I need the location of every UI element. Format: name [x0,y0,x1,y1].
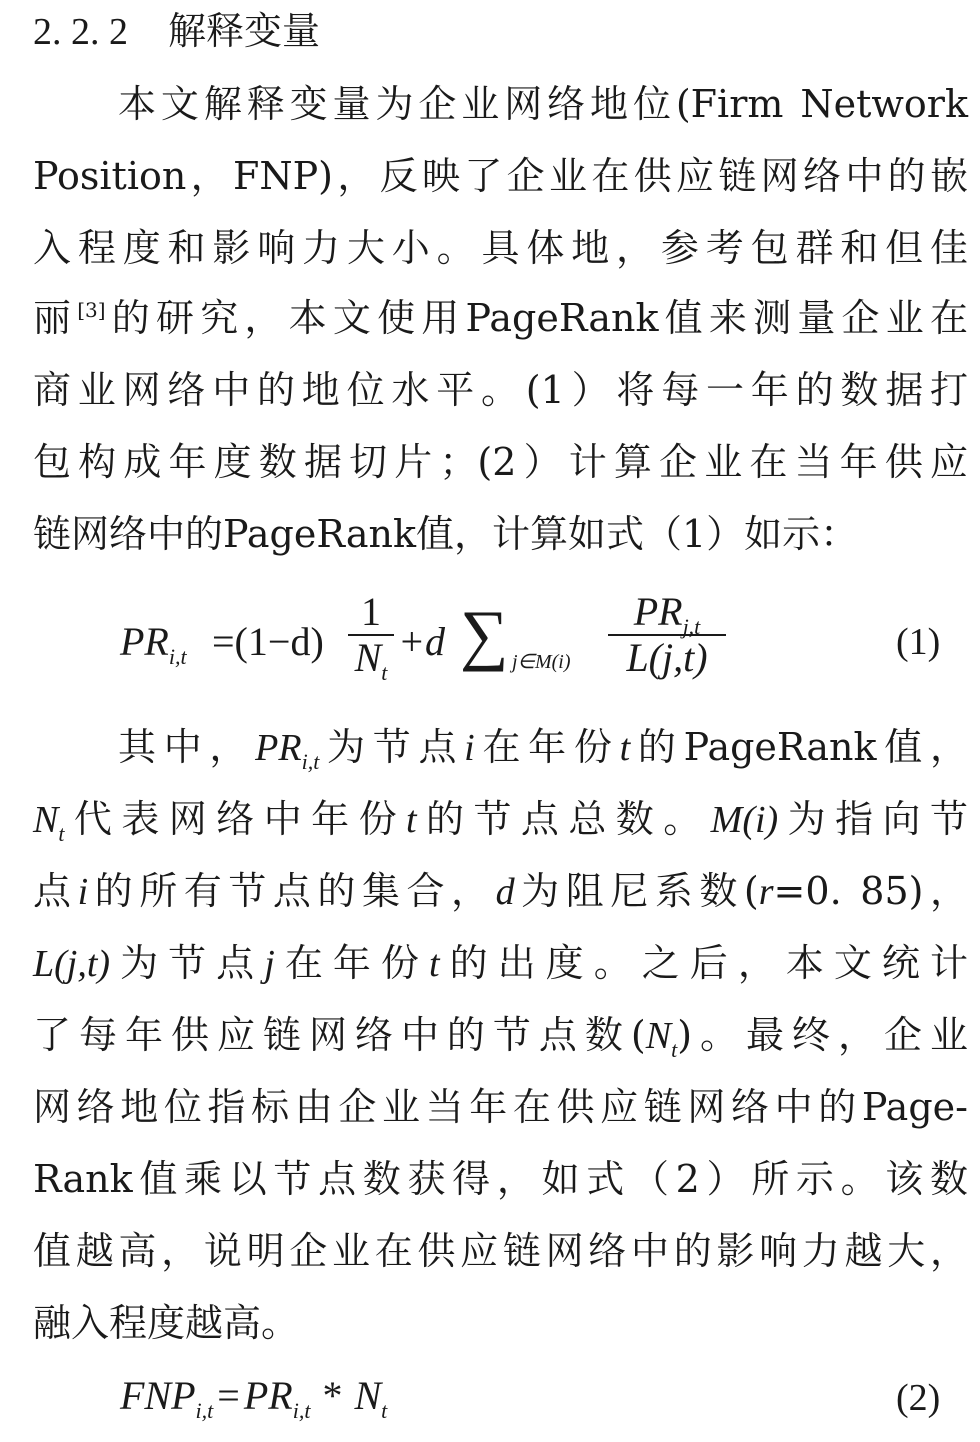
text-line: 丽[3]的研究，本文使用PageRank值来测量企业在 [33,296,968,340]
text-line: 商业网络中的地位水平。(1）将每一年的数据打 [33,368,968,412]
text-line: 本文解释变量为企业网络地位(Firm Network [118,82,968,126]
text-line: 值越高，说明企业在供应链网络中的影响力越大， [33,1229,968,1273]
sum-index: j∈M(i) [512,651,571,673]
text-line: 了每年供应链网络中的节点数$(N_t)$。最终，企业 [33,1013,969,1062]
eq1-term: =(1−d) [212,619,324,664]
sum-symbol: ∑ [460,596,509,672]
eq1-plus-d: +d [398,619,445,664]
equation-2-number: (2) [896,1377,941,1419]
section-title: 解释变量 [168,9,321,53]
text-line: 网络地位指标由企业当年在供应链网络中的Page- [33,1085,968,1129]
text-line: Rank值乘以节点数获得，如式（2）所示。该数 [33,1157,968,1201]
section-heading [33,3,320,59]
text-line: Position，FNP)，反映了企业在供应链网络中的嵌 [33,154,968,198]
text-line: 链网络中的PageRank值，计算如式（1）如示： [33,512,859,556]
equation-1-number: (1) [896,621,941,663]
eq1-fraction-2: $PR_{j,t}$ L(j,t) [608,592,726,678]
citation: [3] [77,298,106,322]
equation-2: $FNP_{i,t} = PR_{i,t} * N_t$ [120,1373,388,1423]
text-line: 其中，$PR_{i,t}$为节点i在年份t的PageRank值， [118,725,968,774]
section-number: 2. 2. 2 [33,11,128,53]
text-line: 入程度和影响力大小。具体地，参考包群和但佳 [33,226,968,270]
text-line: L(j,t)为节点j在年份t的出度。之后，本文统计 [33,941,968,985]
text-line: 包构成年度数据切片；(2）计算企业在当年供应 [33,440,968,484]
eq1-lhs: $PR_{i,t}$ [120,619,187,669]
text-line: $N_t$代表网络中年份t的节点总数。M(i)为指向节 [33,797,968,846]
equation-1 [120,588,740,700]
text-line: 融入程度越高。 [33,1301,300,1345]
text-line: 点i的所有节点的集合，d为阻尼系数(r=0. 85)， [33,869,968,913]
eq1-fraction-1: 1 $N_t$ [348,592,394,678]
